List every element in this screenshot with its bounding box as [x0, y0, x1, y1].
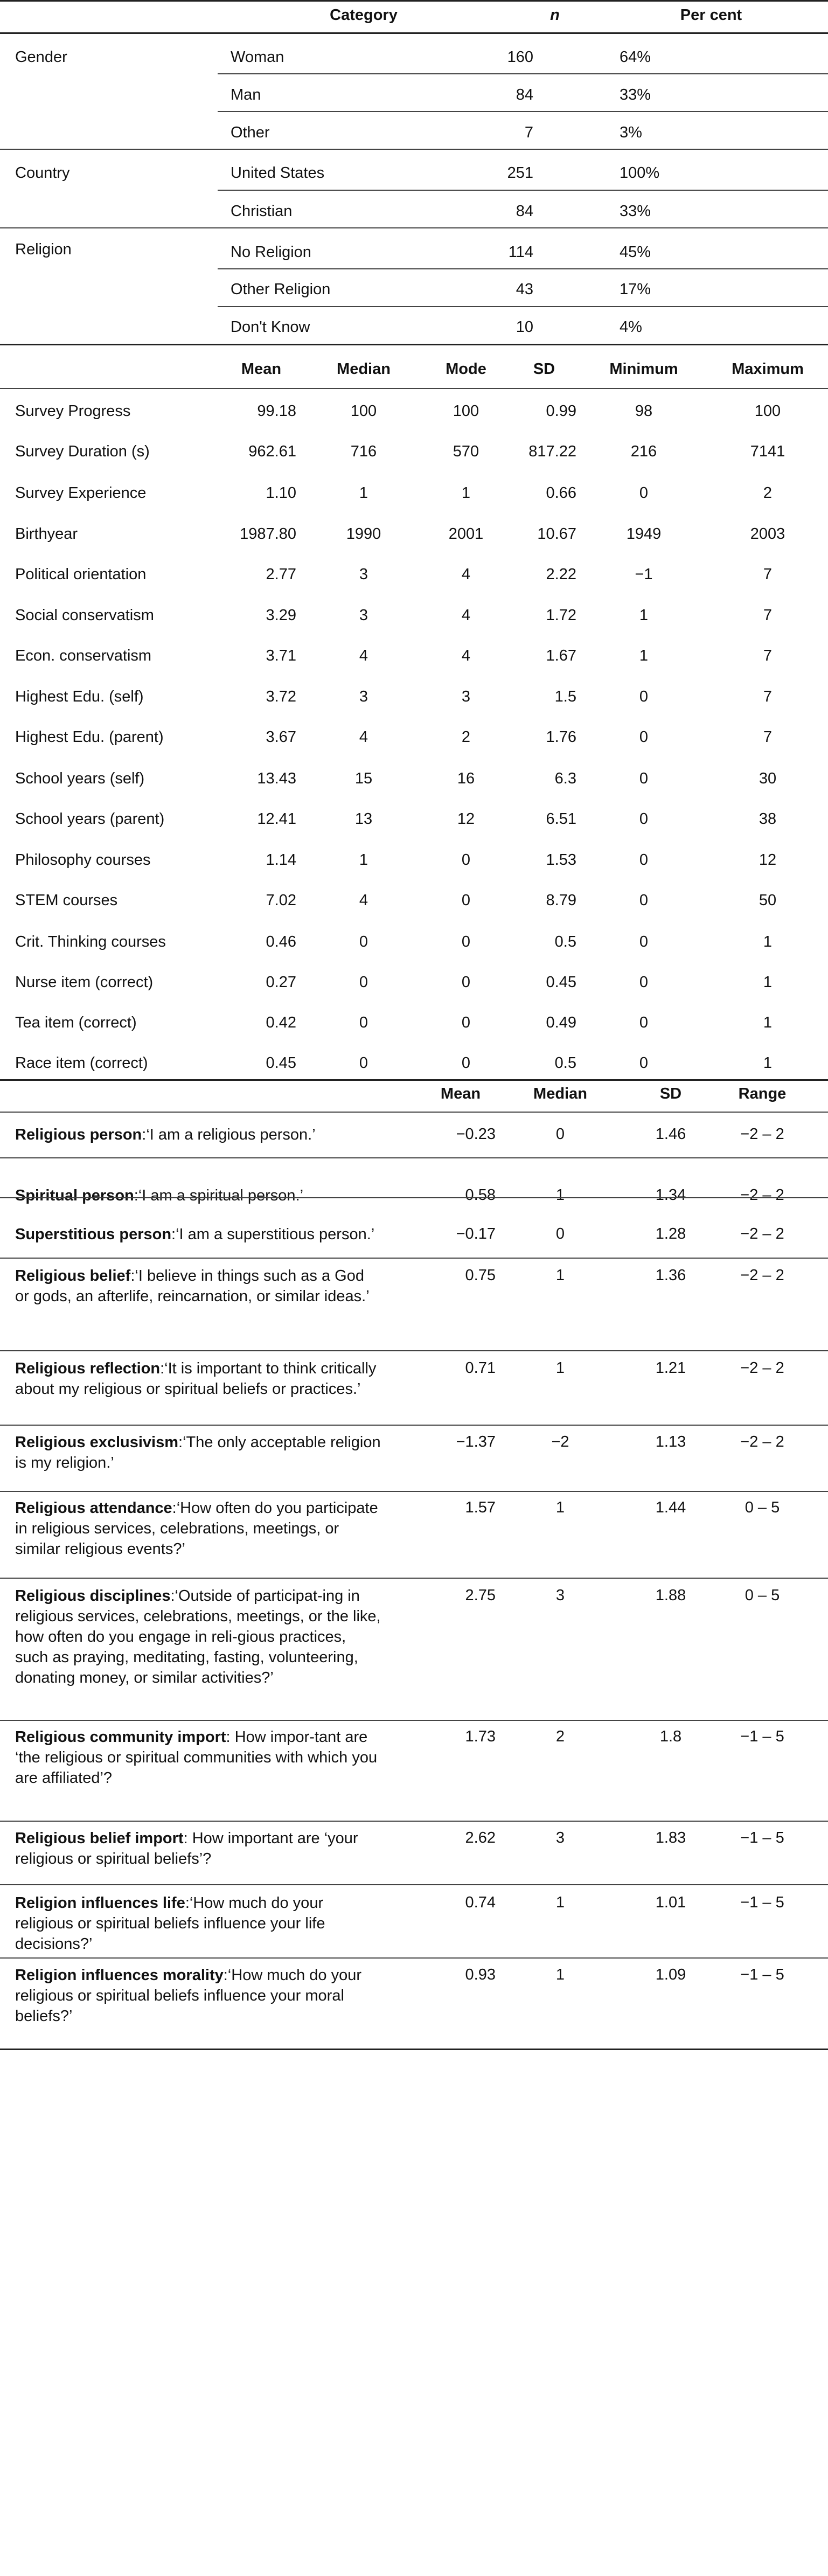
- cell-mean: 0.93: [465, 1966, 496, 1983]
- header-rule: [0, 1112, 828, 1113]
- row-divider: [218, 268, 828, 269]
- row-label: Crit. Thinking courses: [15, 933, 166, 950]
- row-divider: [0, 1197, 828, 1198]
- cell-sd: 0.45: [546, 974, 576, 991]
- item-name: Superstitious person: [15, 1226, 172, 1243]
- cell-maximum: 7141: [750, 443, 785, 460]
- cell-range: −1 – 5: [740, 1966, 784, 1983]
- cell-median: 0: [359, 1054, 368, 1072]
- cell-maximum: 7: [763, 728, 773, 746]
- item-wording: :‘It is important to think critically about my religious or spiritual beliefs or practices.’: [15, 1360, 377, 1398]
- cell-median: 0: [359, 1014, 368, 1031]
- cell-median: 3: [359, 566, 368, 583]
- cell-minimum: 1: [639, 647, 649, 664]
- row-n: 43: [516, 281, 533, 298]
- item-wording: : How important are ‘your religious or spiritual beliefs’?: [15, 1830, 358, 1867]
- cell-median: 3: [359, 607, 368, 624]
- cell-range: −2 – 2: [740, 1359, 784, 1377]
- cell-median: 1: [555, 1267, 565, 1284]
- header-mode: Mode: [446, 360, 486, 378]
- group-label-country: Country: [15, 164, 70, 182]
- cell-mean: 1987.80: [240, 525, 296, 543]
- cell-mean: 1.10: [266, 484, 296, 502]
- item-description: [15, 1358, 381, 1399]
- cell-median: 1: [359, 484, 368, 502]
- row-label: Christian: [231, 203, 293, 220]
- cell-sd: 1.34: [655, 1186, 686, 1204]
- cell-mean: 2.75: [465, 1587, 496, 1604]
- cell-sd: 0.66: [546, 484, 576, 502]
- cell-mode: 12: [457, 810, 475, 828]
- cell-median: 3: [555, 1587, 565, 1604]
- cell-mean: 2.77: [266, 566, 296, 583]
- row-label: Philosophy courses: [15, 851, 151, 869]
- cell-median: 3: [359, 688, 368, 705]
- row-label: Race item (correct): [15, 1054, 148, 1072]
- cell-mean: −0.23: [456, 1126, 496, 1143]
- row-pct: 3%: [620, 124, 642, 141]
- cell-minimum: 0: [639, 688, 649, 705]
- item-name: Religious disciplines: [15, 1587, 171, 1605]
- cell-median: 4: [359, 728, 368, 746]
- cell-mode: 4: [461, 566, 471, 583]
- cell-sd: 6.3: [554, 770, 576, 787]
- cell-sd: 1.36: [655, 1267, 686, 1284]
- cell-minimum: 0: [639, 728, 649, 746]
- row-label: Political orientation: [15, 566, 147, 583]
- row-n: 84: [516, 203, 533, 220]
- item-name: Religious attendance: [15, 1499, 172, 1517]
- header-category: Category: [330, 6, 398, 24]
- cell-maximum: 2: [763, 484, 773, 502]
- cell-mean: 3.71: [266, 647, 296, 664]
- cell-mean: 99.18: [257, 402, 296, 420]
- group-divider: [0, 149, 828, 150]
- cell-maximum: 30: [759, 770, 777, 787]
- cell-minimum: 0: [639, 484, 649, 502]
- row-n: 114: [508, 244, 533, 261]
- row-divider: [0, 1578, 828, 1579]
- item-wording: :‘How much do your religious or spiritual beliefs influence your life decisions?’: [15, 1894, 325, 1953]
- cell-median: 1: [555, 1359, 565, 1377]
- row-pct: 45%: [620, 244, 651, 261]
- cell-sd: 0.5: [554, 933, 576, 950]
- cell-range: −2 – 2: [740, 1225, 784, 1242]
- cell-sd: 10.67: [537, 525, 576, 543]
- cell-mean: 962.61: [248, 443, 296, 460]
- item-name: Religious person: [15, 1126, 142, 1143]
- row-divider: [0, 1258, 828, 1259]
- cell-minimum: 98: [635, 402, 653, 420]
- cell-sd: 1.76: [546, 728, 576, 746]
- group-label-gender: Gender: [15, 48, 67, 66]
- item-wording: :‘I believe in things such as a God or gods, an afterlife, reincarnation, or similar ideas.’: [15, 1267, 370, 1305]
- row-divider: [0, 1350, 828, 1351]
- cell-sd: 8.79: [546, 892, 576, 909]
- item-name: Religion influences morality: [15, 1967, 224, 1984]
- row-pct: 17%: [620, 281, 651, 298]
- row-label: Other: [231, 124, 270, 141]
- row-pct: 100%: [620, 164, 660, 182]
- header-rule: [0, 388, 828, 389]
- cell-minimum: 216: [630, 443, 657, 460]
- row-label: Highest Edu. (parent): [15, 728, 164, 746]
- cell-median: 1: [555, 1499, 565, 1516]
- cell-mode: 0: [461, 892, 471, 909]
- cell-mode: 3: [461, 688, 471, 705]
- cell-minimum: 0: [639, 974, 649, 991]
- row-n: 7: [524, 124, 533, 141]
- cell-minimum: 0: [639, 1014, 649, 1031]
- cell-mean: 0.74: [465, 1894, 496, 1911]
- row-divider: [0, 1491, 828, 1492]
- cell-sd: 1.46: [655, 1126, 686, 1143]
- item-wording: :‘I am a spiritual person.’: [134, 1187, 304, 1204]
- row-pct: 4%: [620, 318, 642, 336]
- item-name: Religious belief: [15, 1267, 131, 1284]
- cell-range: −1 – 5: [740, 1894, 784, 1911]
- cell-mean: −1.37: [456, 1433, 496, 1450]
- header-sd: SD: [659, 1085, 682, 1102]
- row-pct: 64%: [620, 48, 651, 66]
- header-mean: Mean: [241, 360, 282, 378]
- cell-maximum: 12: [759, 851, 777, 869]
- header-mean: Mean: [440, 1085, 481, 1102]
- cell-maximum: 1: [763, 933, 773, 950]
- row-label: School years (self): [15, 770, 145, 787]
- cell-median: 0: [359, 974, 368, 991]
- cell-maximum: 1: [763, 1054, 773, 1072]
- item-description: [15, 1498, 381, 1559]
- row-label: Survey Experience: [15, 484, 147, 502]
- row-divider: [218, 73, 828, 74]
- item-name: Religious exclusivism: [15, 1434, 179, 1451]
- cell-minimum: 0: [639, 892, 649, 909]
- item-wording: :‘How often do you participate in religious services, celebrations, meetings, or similar religious events?’: [15, 1499, 378, 1558]
- row-pct: 33%: [620, 203, 651, 220]
- cell-mean: 0.27: [266, 974, 296, 991]
- row-label: United States: [231, 164, 325, 182]
- cell-maximum: 1: [763, 974, 773, 991]
- cell-sd: 1.21: [655, 1359, 686, 1377]
- cell-mean: 0.75: [465, 1267, 496, 1284]
- cell-range: −1 – 5: [740, 1728, 784, 1745]
- cell-median: 2: [555, 1728, 565, 1745]
- row-divider: [0, 1884, 828, 1885]
- cell-median: 1: [359, 851, 368, 869]
- row-divider: [218, 190, 828, 191]
- item-description: [15, 1266, 381, 1307]
- cell-sd: 0.49: [546, 1014, 576, 1031]
- cell-mean: 2.62: [465, 1829, 496, 1846]
- cell-maximum: 50: [759, 892, 777, 909]
- cell-mean: 3.67: [266, 728, 296, 746]
- cell-mean: 0.46: [266, 933, 296, 950]
- header-rule: [0, 32, 828, 34]
- cell-maximum: 7: [763, 688, 773, 705]
- row-label: Survey Progress: [15, 402, 131, 420]
- cell-mode: 570: [453, 443, 479, 460]
- header-median: Median: [533, 1085, 587, 1102]
- cell-median: 1: [555, 1966, 565, 1983]
- cell-range: −2 – 2: [740, 1126, 784, 1143]
- cell-sd: 1.72: [546, 607, 576, 624]
- item-description: [15, 1828, 381, 1869]
- row-n: 84: [516, 86, 533, 103]
- cell-maximum: 7: [763, 607, 773, 624]
- cell-mean: 0.45: [266, 1054, 296, 1072]
- item-name: Religious belief import: [15, 1830, 184, 1847]
- row-divider: [0, 1821, 828, 1822]
- cell-range: −2 – 2: [740, 1267, 784, 1284]
- cell-minimum: 0: [639, 851, 649, 869]
- row-label: STEM courses: [15, 892, 118, 909]
- table-bottom-rule: [0, 344, 828, 345]
- cell-maximum: 7: [763, 566, 773, 583]
- row-label: Tea item (correct): [15, 1014, 137, 1031]
- cell-mean: 12.41: [257, 810, 296, 828]
- cell-median: −2: [551, 1433, 569, 1450]
- row-label: Survey Duration (s): [15, 443, 150, 460]
- row-divider: [218, 111, 828, 112]
- cell-median: 0: [555, 1126, 565, 1143]
- item-description: [15, 1893, 381, 1954]
- cell-sd: 1.44: [655, 1499, 686, 1516]
- header-median: Median: [337, 360, 391, 378]
- cell-mode: 0: [461, 1014, 471, 1031]
- cell-mean: 0.42: [266, 1014, 296, 1031]
- row-n: 10: [516, 318, 533, 336]
- cell-mode: 0: [461, 1054, 471, 1072]
- cell-range: 0 – 5: [744, 1587, 780, 1604]
- cell-range: −2 – 2: [740, 1186, 784, 1204]
- cell-median: 1990: [346, 525, 381, 543]
- cell-range: −1 – 5: [740, 1829, 784, 1846]
- item-wording: :‘I am a superstitious person.’: [171, 1226, 375, 1243]
- cell-mean: 1.14: [266, 851, 296, 869]
- cell-sd: 1.83: [655, 1829, 686, 1846]
- header-percent: Per cent: [680, 6, 742, 24]
- row-pct: 33%: [620, 86, 651, 103]
- cell-minimum: 1949: [626, 525, 662, 543]
- cell-sd: 1.67: [546, 647, 576, 664]
- cell-sd: 1.13: [655, 1433, 686, 1450]
- row-label: School years (parent): [15, 810, 165, 828]
- row-divider: [0, 1157, 828, 1158]
- group-label-religion: Religion: [15, 241, 72, 258]
- cell-mode: 1: [461, 484, 471, 502]
- cell-median: 0: [359, 933, 368, 950]
- cell-mean: 3.72: [266, 688, 296, 705]
- cell-minimum: 0: [639, 1054, 649, 1072]
- cell-sd: 6.51: [546, 810, 576, 828]
- item-wording: :‘The only acceptable religion is my religion.’: [15, 1434, 381, 1471]
- cell-median: 716: [350, 443, 377, 460]
- cell-mean: 0.71: [465, 1359, 496, 1377]
- item-name: Religious community import: [15, 1728, 226, 1746]
- item-description: [15, 1727, 381, 1788]
- item-description: [15, 1185, 381, 1206]
- cell-median: 15: [354, 770, 373, 787]
- item-wording: :‘Outside of participat-ing in religious services, celebrations, meetings, or the like, how often do you engage in reli-gious practices, such as praying, meditating, fasting, volunteering, donating money, or similar activities?’: [15, 1587, 381, 1686]
- cell-mode: 4: [461, 607, 471, 624]
- row-n: 251: [507, 164, 533, 182]
- cell-median: 4: [359, 647, 368, 664]
- row-n: 160: [507, 48, 533, 66]
- cell-minimum: −1: [635, 566, 653, 583]
- cell-mean: 1.73: [465, 1728, 496, 1745]
- table-bottom-rule: [0, 2049, 828, 2050]
- header-n: n: [550, 6, 560, 24]
- cell-median: 1: [555, 1894, 565, 1911]
- cell-sd: 817.22: [528, 443, 576, 460]
- cell-mean: 13.43: [257, 770, 296, 787]
- cell-mode: 0: [461, 933, 471, 950]
- row-label: Man: [231, 86, 261, 103]
- row-label: Highest Edu. (self): [15, 688, 144, 705]
- cell-sd: 1.53: [546, 851, 576, 869]
- cell-range: 0 – 5: [744, 1499, 780, 1516]
- cell-sd: 0.99: [546, 402, 576, 420]
- item-name: Religious reflection: [15, 1360, 161, 1377]
- cell-mean: 3.29: [266, 607, 296, 624]
- cell-sd: 0.5: [554, 1054, 576, 1072]
- header-minimum: Minimum: [609, 360, 678, 378]
- cell-mode: 2: [461, 728, 471, 746]
- cell-mode: 100: [453, 402, 479, 420]
- cell-median: 13: [354, 810, 373, 828]
- row-divider: [0, 1425, 828, 1426]
- item-name: Religion influences life: [15, 1894, 185, 1912]
- item-description: [15, 1432, 381, 1473]
- cell-maximum: 38: [759, 810, 777, 828]
- cell-median: 100: [350, 402, 377, 420]
- cell-minimum: 0: [639, 810, 649, 828]
- cell-mode: 2001: [448, 525, 484, 543]
- cell-mean: 7.02: [266, 892, 296, 909]
- cell-minimum: 1: [639, 607, 649, 624]
- cell-minimum: 0: [639, 933, 649, 950]
- row-divider: [0, 1957, 828, 1959]
- item-description: [15, 1586, 381, 1688]
- cell-mean: −0.17: [456, 1225, 496, 1242]
- cell-mode: 0: [461, 974, 471, 991]
- cell-maximum: 2003: [750, 525, 785, 543]
- header-sd: SD: [533, 360, 555, 378]
- cell-maximum: 7: [763, 647, 773, 664]
- cell-range: −2 – 2: [740, 1433, 784, 1450]
- row-label: Nurse item (correct): [15, 974, 154, 991]
- row-divider: [0, 1720, 828, 1721]
- row-label: No Religion: [231, 244, 311, 261]
- cell-maximum: 1: [763, 1014, 773, 1031]
- cell-sd: 1.5: [554, 688, 576, 705]
- row-label: Other Religion: [231, 281, 331, 298]
- row-label: Econ. conservatism: [15, 647, 152, 664]
- row-divider: [218, 306, 828, 307]
- header-maximum: Maximum: [732, 360, 804, 378]
- cell-median: 4: [359, 892, 368, 909]
- cell-sd: 2.22: [546, 566, 576, 583]
- row-label: Don't Know: [231, 318, 310, 336]
- item-wording: :‘I am a religious person.’: [142, 1126, 316, 1143]
- cell-median: 0: [555, 1225, 565, 1242]
- item-description: [15, 1124, 381, 1145]
- cell-median: 3: [555, 1829, 565, 1846]
- cell-mean: 0.58: [465, 1186, 496, 1204]
- cell-mode: 0: [461, 851, 471, 869]
- row-label: Birthyear: [15, 525, 78, 543]
- row-label: Woman: [231, 48, 284, 66]
- item-wording: :‘How much do your religious or spiritual beliefs influence your moral beliefs?’: [15, 1967, 362, 2025]
- item-name: Spiritual person: [15, 1187, 134, 1204]
- table-top-rule: [0, 0, 828, 2]
- header-range: Range: [738, 1085, 787, 1102]
- cell-minimum: 0: [639, 770, 649, 787]
- cell-median: 1: [555, 1186, 565, 1204]
- cell-sd: 1.01: [655, 1894, 686, 1911]
- row-label: Social conservatism: [15, 607, 154, 624]
- cell-sd: 1.88: [655, 1587, 686, 1604]
- item-description: [15, 1224, 381, 1245]
- item-description: [15, 1965, 381, 2026]
- item-wording: : How impor-tant are ‘the religious or spiritual communities with which you are affiliated’?: [15, 1728, 378, 1787]
- cell-mean: 1.57: [465, 1499, 496, 1516]
- cell-mode: 16: [457, 770, 475, 787]
- cell-mode: 4: [461, 647, 471, 664]
- group-divider: [0, 227, 828, 228]
- cell-sd: 1.8: [659, 1728, 682, 1745]
- cell-sd: 1.28: [655, 1225, 686, 1242]
- cell-maximum: 100: [754, 402, 781, 420]
- table-top-rule: [0, 1079, 828, 1081]
- cell-sd: 1.09: [655, 1966, 686, 1983]
